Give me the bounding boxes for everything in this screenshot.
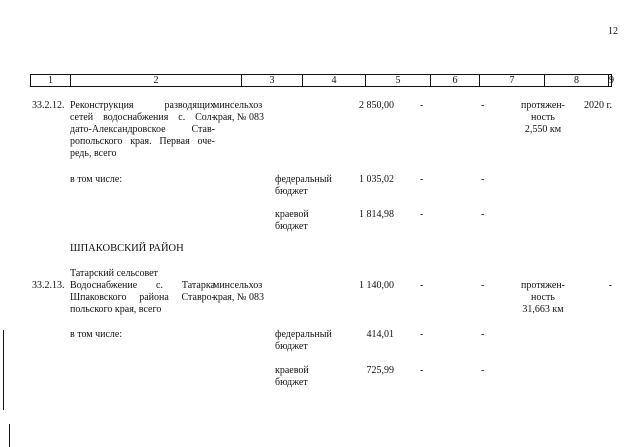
indicator-line: 2,550 км <box>524 124 562 135</box>
council-name: Татарский сельсовет <box>70 268 158 279</box>
col7-value: - <box>481 280 485 291</box>
name-line: польского края, всего <box>70 304 162 315</box>
section-title: ШПАКОВСКИЙ РАЙОН <box>70 243 184 254</box>
label-line: бюджет <box>275 341 308 352</box>
name-line: дато-Александровское Став- <box>70 124 215 135</box>
col6-value: - <box>420 174 424 185</box>
label-line: федеральный <box>275 174 332 185</box>
executor <box>213 280 271 304</box>
indicator-line: протяжен- <box>521 280 565 291</box>
name-line: редь, всего <box>70 148 117 159</box>
label-line: краевой <box>275 365 309 376</box>
regional-amount: 725,99 <box>366 365 394 376</box>
col7-value: - <box>481 174 485 185</box>
indicator <box>518 280 568 316</box>
indicator-line: ность <box>531 292 555 303</box>
col7-value: - <box>481 100 485 111</box>
col7-value: - <box>481 329 485 340</box>
col7-value: - <box>481 365 485 376</box>
header-col-1: 1 <box>31 75 71 86</box>
label-line: бюджет <box>275 186 308 197</box>
scan-edge-line <box>3 330 4 410</box>
row-code: 33.2.13. <box>32 280 65 291</box>
executor <box>213 100 271 124</box>
label-line: федеральный <box>275 329 332 340</box>
header-col-2: 2 <box>71 75 242 86</box>
header-col-6: 6 <box>431 75 480 86</box>
col6-value: - <box>420 100 424 111</box>
col6-value: - <box>420 280 424 291</box>
header-col-3: 3 <box>242 75 303 86</box>
name-line: сетей водоснабжения с. Сол- <box>70 112 215 123</box>
row-name <box>70 100 215 160</box>
federal-budget-label <box>275 329 341 353</box>
name-line: Водоснабжение с. Татарка <box>70 280 215 291</box>
executor-line: края, № 083 <box>213 112 264 123</box>
regional-budget-label <box>275 209 341 233</box>
label-line: краевой <box>275 209 309 220</box>
regional-amount: 1 814,98 <box>359 209 394 220</box>
col7-value: - <box>481 209 485 220</box>
federal-amount: 414,01 <box>366 329 394 340</box>
executor-line: минсельхоз <box>213 100 263 111</box>
page-number: 12 <box>608 26 618 37</box>
federal-budget-label <box>275 174 341 198</box>
name-line: Шпаковского района Ставро- <box>70 292 215 303</box>
name-line: ропольского края. Первая оче- <box>70 136 215 147</box>
regional-budget-label <box>275 365 341 389</box>
indicator-line: ность <box>531 112 555 123</box>
label-line: бюджет <box>275 377 308 388</box>
header-col-8: 8 <box>545 75 609 86</box>
including-label: в том числе: <box>70 174 123 185</box>
indicator-line: протяжен- <box>521 100 565 111</box>
header-col-9: 9 <box>609 75 614 86</box>
col6-value: - <box>420 329 424 340</box>
amount-total: 1 140,00 <box>359 280 394 291</box>
scan-edge-line <box>9 424 10 447</box>
indicator-line: 31,663 км <box>522 304 564 315</box>
indicator <box>518 100 568 136</box>
name-line: Реконструкция разводящих <box>70 100 215 111</box>
column-number-header <box>30 74 612 87</box>
amount-total: 2 850,00 <box>359 100 394 111</box>
year: - <box>608 280 612 291</box>
header-col-4: 4 <box>303 75 366 86</box>
row-name <box>70 280 215 316</box>
executor-line: края, № 083 <box>213 292 264 303</box>
year: 2020 г. <box>584 100 612 111</box>
federal-amount: 1 035,02 <box>359 174 394 185</box>
executor-line: минсельхоз <box>213 280 263 291</box>
including-label: в том числе: <box>70 329 123 340</box>
col6-value: - <box>420 365 424 376</box>
col6-value: - <box>420 209 424 220</box>
header-col-5: 5 <box>366 75 431 86</box>
header-col-7: 7 <box>480 75 545 86</box>
label-line: бюджет <box>275 221 308 232</box>
row-code: 33.2.12. <box>32 100 65 111</box>
